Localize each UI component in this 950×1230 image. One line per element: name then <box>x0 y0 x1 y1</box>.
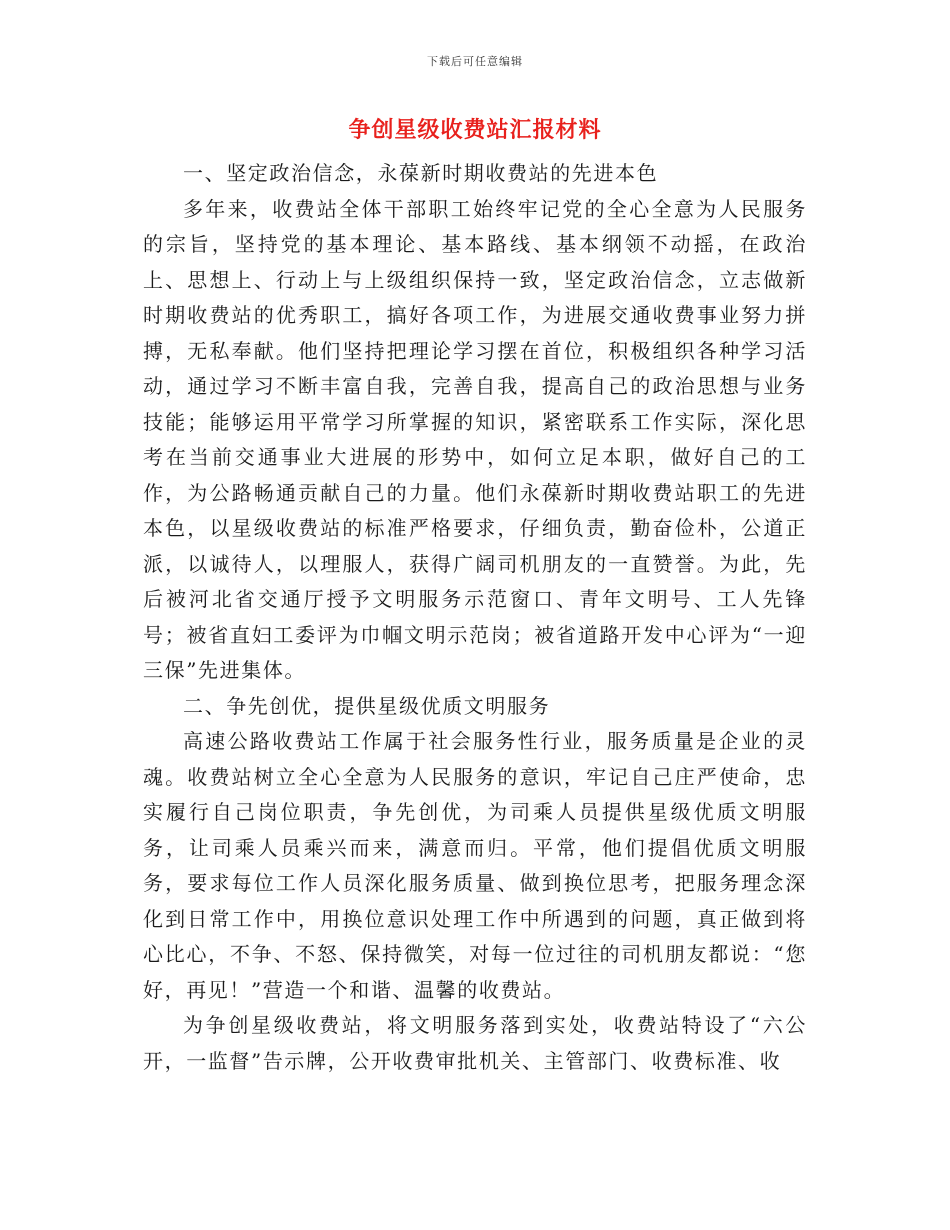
section-heading-2: 二、争先创优，提供星级优质文明服务 <box>183 693 551 718</box>
section-1-paragraph-1: 多年来，收费站全体干部职工始终牢记党的全心全意为人民服务的宗旨，坚持党的基本理论、基本路线、基本纲领不动摇，在政治上、思想上、行动上与上级组织保持一致，坚定政治信念，立志做新时期收费站的优秀职工，搞好各项工作，为进展交通收费事业努力拼搏，无私奉献。他们坚持把理论学习摆在首位，积极组织各种学习活动，通过学习不断丰富自我，完善自我，提高自己的政治思想与业务技能；能够运用平常学习所掌握的知识，紧密联系工作实际，深化思考在当前交通事业大进展的形势中，如何立足本职，做好自己的工作，为公路畅通贡献自己的力量。他们永葆新时期收费站职工的先进本色，以星级收费站的标准严格要求，仔细负责，勤奋俭朴，公道正派，以诚待人，以理服人，获得广阔司机朋友的一直赞誉。为此，先后被河北省交通厅授予文明服务示范窗口、青年文明号、工人先锋号；被省直妇工委评为巾帼文明示范岗；被省道路开发中心评为“一迎三保”先进集体。 <box>143 196 807 682</box>
section-2-paragraph-2: 为争创星级收费站，将文明服务落到实处，收费站特设了“六公开，一监督”告示牌，公开收费审批机关、主管部门、收费标准、收 <box>143 1013 807 1073</box>
page-header-note: 下载后可任意编辑 <box>427 55 523 68</box>
document-title: 争创星级收费站汇报材料 <box>348 117 602 143</box>
section-2-paragraph-1: 高速公路收费站工作属于社会服务性行业，服务质量是企业的灵魂。收费站树立全心全意为人民服务的意识，牢记自己庄严使命，忠实履行自己岗位职责，争先创优，为司乘人员提供星级优质文明服务，让司乘人员乘兴而来，满意而归。平常，他们提倡优质文明服务，要求每位工作人员深化服务质量、做到换位思考，把服务理念深化到日常工作中，用换位意识处理工作中所遇到的问题，真正做到将心比心，不争、不怒、保持微笑，对每一位过往的司机朋友都说：“您好，再见！”营造一个和谐、温馨的收费站。 <box>143 729 807 1002</box>
section-heading-1: 一、坚定政治信念，永葆新时期收费站的先进本色 <box>183 161 659 185</box>
document-body <box>143 156 807 1079</box>
